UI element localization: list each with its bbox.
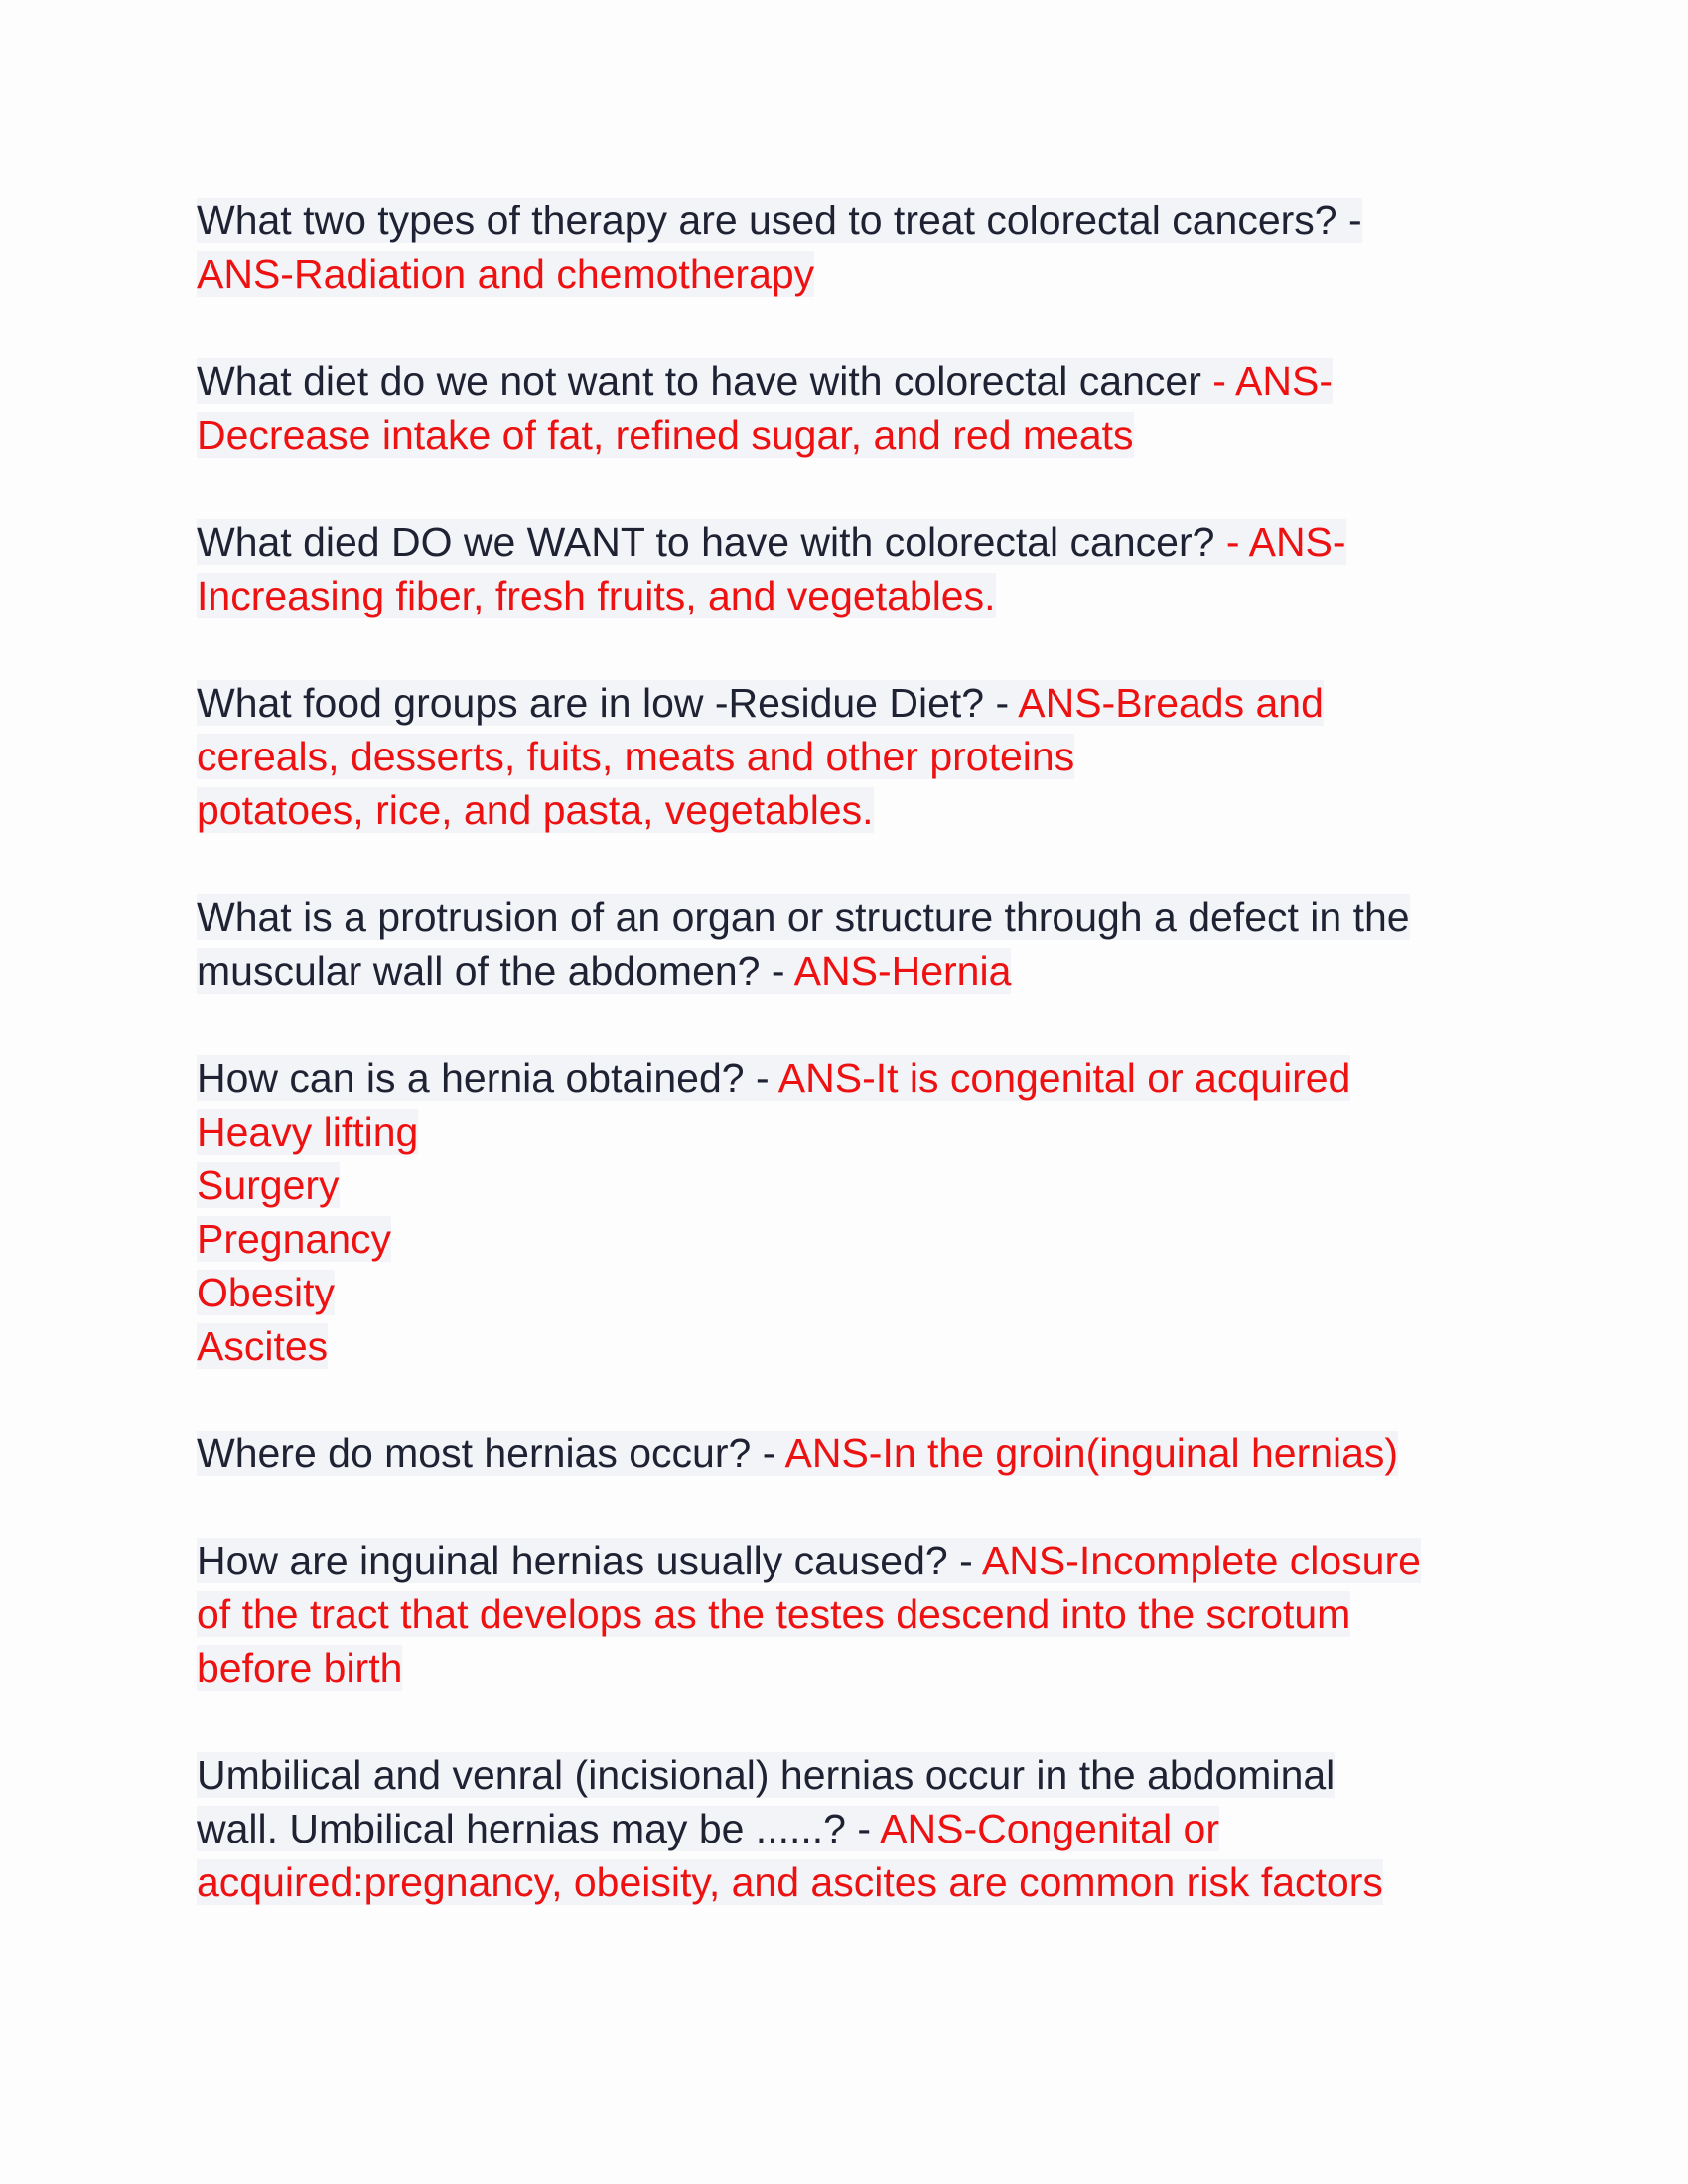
text-line (197, 1319, 1517, 1373)
text-line (197, 1051, 1517, 1105)
text-line (197, 194, 1517, 247)
question-text: What died DO we WANT to have with colorectal cancer? (197, 519, 1226, 565)
question-text: What is a protrusion of an organ or structure through a defect in the (197, 894, 1410, 940)
answer-text: ANS-It is congenital or acquired (777, 1055, 1351, 1101)
qa-block (197, 676, 1517, 837)
text-line (197, 1802, 1517, 1855)
text-line (197, 1534, 1517, 1587)
text-line (197, 354, 1517, 408)
answer-text: Surgery (197, 1162, 340, 1208)
answer-text: cereals, desserts, fuits, meats and other proteins (197, 734, 1075, 779)
text-line (197, 569, 1517, 622)
text-line (197, 1159, 1517, 1212)
question-text: Umbilical and venral (incisional) hernias occur in the abdominal (197, 1752, 1336, 1798)
answer-text: before birth (197, 1645, 403, 1691)
text-line (197, 1587, 1517, 1641)
qa-block (197, 1427, 1517, 1480)
question-text: What diet do we not want to have with colorectal cancer (197, 358, 1213, 404)
answer-text: - ANS- (1212, 358, 1334, 404)
text-line (197, 1641, 1517, 1695)
answer-text: Obesity (197, 1270, 335, 1315)
text-line (197, 1266, 1517, 1319)
text-line (197, 730, 1517, 783)
text-line (197, 1105, 1517, 1159)
qa-block (197, 1534, 1517, 1695)
qa-block (197, 890, 1517, 998)
answer-text: of the tract that develops as the testes descend into the scrotum (197, 1591, 1351, 1637)
text-line (197, 1855, 1517, 1909)
question-text: How can is a hernia obtained? - (197, 1055, 778, 1101)
question-text: How are inguinal hernias usually caused? - (197, 1538, 982, 1583)
document-page (197, 194, 1517, 1963)
answer-text: - ANS- (1225, 519, 1346, 565)
qa-block (197, 194, 1517, 301)
answer-text: ANS-Radiation and chemotherapy (197, 251, 815, 297)
text-line (197, 515, 1517, 569)
qa-block (197, 354, 1517, 462)
answer-text: Ascites (197, 1323, 329, 1369)
answer-text: ANS-Breads and (1018, 680, 1324, 726)
question-text: What food groups are in low -Residue Diet? - (197, 680, 1019, 726)
answer-text: Heavy lifting (197, 1109, 419, 1155)
text-line (197, 890, 1517, 944)
text-line (197, 247, 1517, 301)
answer-text: acquired:pregnancy, obeisity, and ascites are common risk factors (197, 1859, 1383, 1905)
qa-block (197, 1051, 1517, 1373)
answer-text: ANS-In the groin(inguinal hernias) (784, 1431, 1399, 1476)
text-line (197, 1212, 1517, 1266)
answer-text: Pregnancy (197, 1216, 392, 1262)
question-text: muscular wall of the abdomen? - (197, 948, 794, 994)
text-line (197, 944, 1517, 998)
text-line (197, 1748, 1517, 1802)
answer-text: ANS-Congenital or (880, 1806, 1219, 1851)
text-line (197, 676, 1517, 730)
qa-block (197, 1748, 1517, 1909)
answer-text: Increasing fiber, fresh fruits, and vegetables. (197, 573, 996, 618)
answer-text: Decrease intake of fat, refined sugar, and red meats (197, 412, 1134, 458)
question-text: What two types of therapy are used to treat colorectal cancers? - (197, 198, 1362, 243)
question-text: Where do most hernias occur? - (197, 1431, 785, 1476)
answer-text: ANS-Hernia (793, 948, 1012, 994)
text-line (197, 408, 1517, 462)
text-line (197, 783, 1517, 837)
text-line (197, 1427, 1517, 1480)
qa-block (197, 515, 1517, 622)
answer-text: potatoes, rice, and pasta, vegetables. (197, 787, 874, 833)
answer-text: ANS-Incomplete closure (981, 1538, 1421, 1583)
question-text: wall. Umbilical hernias may be ......? - (197, 1806, 881, 1851)
